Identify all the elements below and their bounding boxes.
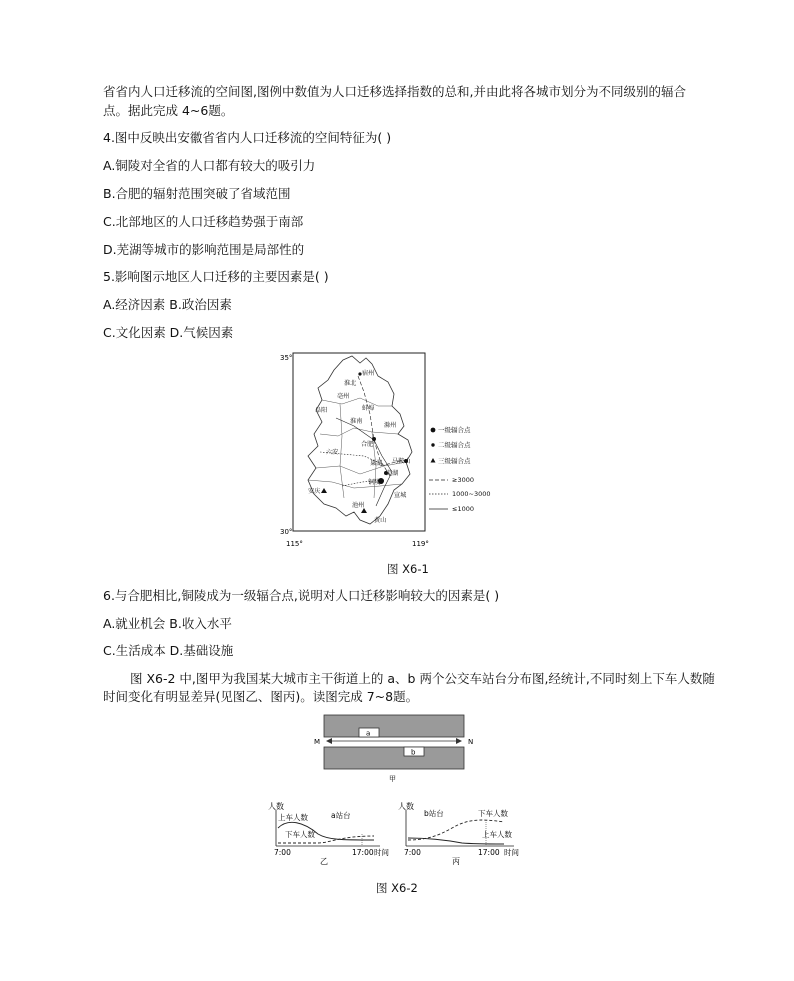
road-end-n: N [468,738,474,746]
chart-yi-board-label: 上车人数 [278,813,308,822]
chart-yi-ylabel: 人数 [268,802,284,811]
street-diagram-jia [312,712,477,784]
chart-yi-alight-label: 下车人数 [285,830,315,839]
legend-level1-symbol [431,428,436,433]
question-6-stem: 6.与合肥相比,铜陵成为一级辐合点,说明对人口迁移影响较大的因素是( ) [103,588,500,603]
passage2-line-2: 时间变化有明显差异(见图乙、图丙)。读图完成 7~8题。 [103,689,419,704]
stop-a-label: a [366,729,371,738]
city-anqing: 安庆 [308,488,321,495]
question-5-stem: 5.影响图示地区人口迁移的主要因素是( ) [103,269,329,284]
question-4-stem: 4.图中反映出安徽省省内人口迁移流的空间特征为( ) [103,130,392,145]
chart-bing-name: 丙 [452,857,460,866]
chart-yi-xlabel: 时间 [374,848,389,857]
arrow-to-m [326,738,332,744]
legend-level3-symbol [431,458,436,463]
city-bozhou: 亳州 [337,393,350,400]
chart-bing-station: b站台 [424,809,444,818]
city-chaohu: 巢湖 [370,460,383,467]
block-north [324,715,464,737]
road-end-m: M [314,738,321,746]
question-5-options-ab: A.经济因素 B.政治因素 [103,297,232,312]
city-huaibei: 淮北 [344,380,357,387]
city-chizhou: 池州 [352,502,365,509]
lat-bottom-label: 30° [280,528,293,536]
city-huangshan: 黄山 [374,517,387,524]
city-bengbu: 蚌埠 [362,405,375,412]
question-6-options-ab: A.就业机会 B.收入水平 [103,616,232,631]
anqing-level3-marker [321,488,327,493]
lat-top-label: 35° [280,354,293,362]
chart-bing-ylabel: 人数 [398,802,414,811]
legend-level2-label: 二级辐合点 [438,441,471,449]
figure-jia-label: 甲 [389,775,396,783]
chart-bing-xlabel: 时间 [504,848,519,857]
chart-yi-a-station [262,800,392,868]
question-4-option-a: A.铜陵对全省的人口都有较大的吸引力 [103,158,316,173]
lon-left-label: 115° [286,540,303,548]
chart-yi-name: 乙 [320,857,328,866]
arrow-to-n [456,738,462,744]
legend-level3-label: 三级辐合点 [438,457,471,465]
anhui-migration-map [280,348,516,550]
question-4-option-b: B.合肥的辐射范围突破了省域范围 [103,186,291,201]
chart-bing-t-start: 7:00 [404,848,421,857]
chart-yi-t-end: 17:00 [352,848,374,857]
city-wuhu: 芜湖 [386,470,399,477]
city-huainan: 淮南 [350,418,363,425]
legend-dash-long-label: ≥3000 [452,476,474,484]
chart-bing-alight-label: 下车人数 [478,809,508,818]
chart-yi-station: a站台 [331,811,351,820]
map-caption: 图 X6-1 [387,562,429,576]
city-hefei: 合肥 [361,441,374,448]
question-6-options-cd: C.生活成本 D.基础设施 [103,643,234,658]
lon-right-label: 119° [412,540,429,548]
legend-level2-symbol [431,443,434,446]
question-5-options-cd: C.文化因素 D.气候因素 [103,325,234,340]
question-4-option-d: D.芜湖等城市的影响范围是局部性的 [103,242,305,257]
map-legend [429,425,491,513]
city-xuancheng: 宣城 [394,492,407,499]
city-chuzhou: 滁州 [384,422,397,429]
city-maanshan: 马鞍山 [392,458,411,465]
chart-bing-board-label: 上车人数 [482,830,512,839]
stop-b-label: b [411,748,416,757]
question-4-option-c: C.北部地区的人口迁移趋势强于南部 [103,214,304,229]
legend-level1-label: 一级辐合点 [438,426,471,434]
passage-line-1: 省省内人口迁移流的空间图,图例中数值为人口迁移选择指数的总和,并由此将各城市划分为不同级别的辐合 [103,84,686,99]
passage2-line-1: 图 X6-2 中,图甲为我国某大城市主干街道上的 a、b 两个公交车站台分布图,经统计,不同时刻上下车人数随 [130,671,715,686]
chart-yi-t-start: 7:00 [274,848,291,857]
city-tongling: 铜陵 [368,479,381,486]
city-suzhou: 宿州 [362,370,375,377]
passage-line-2: 点。据此完成 4~6题。 [103,103,234,118]
block-south [324,747,464,769]
city-fuyang: 阜阳 [315,407,328,414]
legend-solid-label: ≤1000 [452,505,474,513]
figure-x6-2-caption: 图 X6-2 [376,881,418,895]
legend-dash-short-label: 1000~3000 [452,490,491,498]
city-luan: 六安 [326,449,339,456]
chart-bing-b-station [396,800,526,868]
chart-bing-t-end: 17:00 [478,848,500,857]
